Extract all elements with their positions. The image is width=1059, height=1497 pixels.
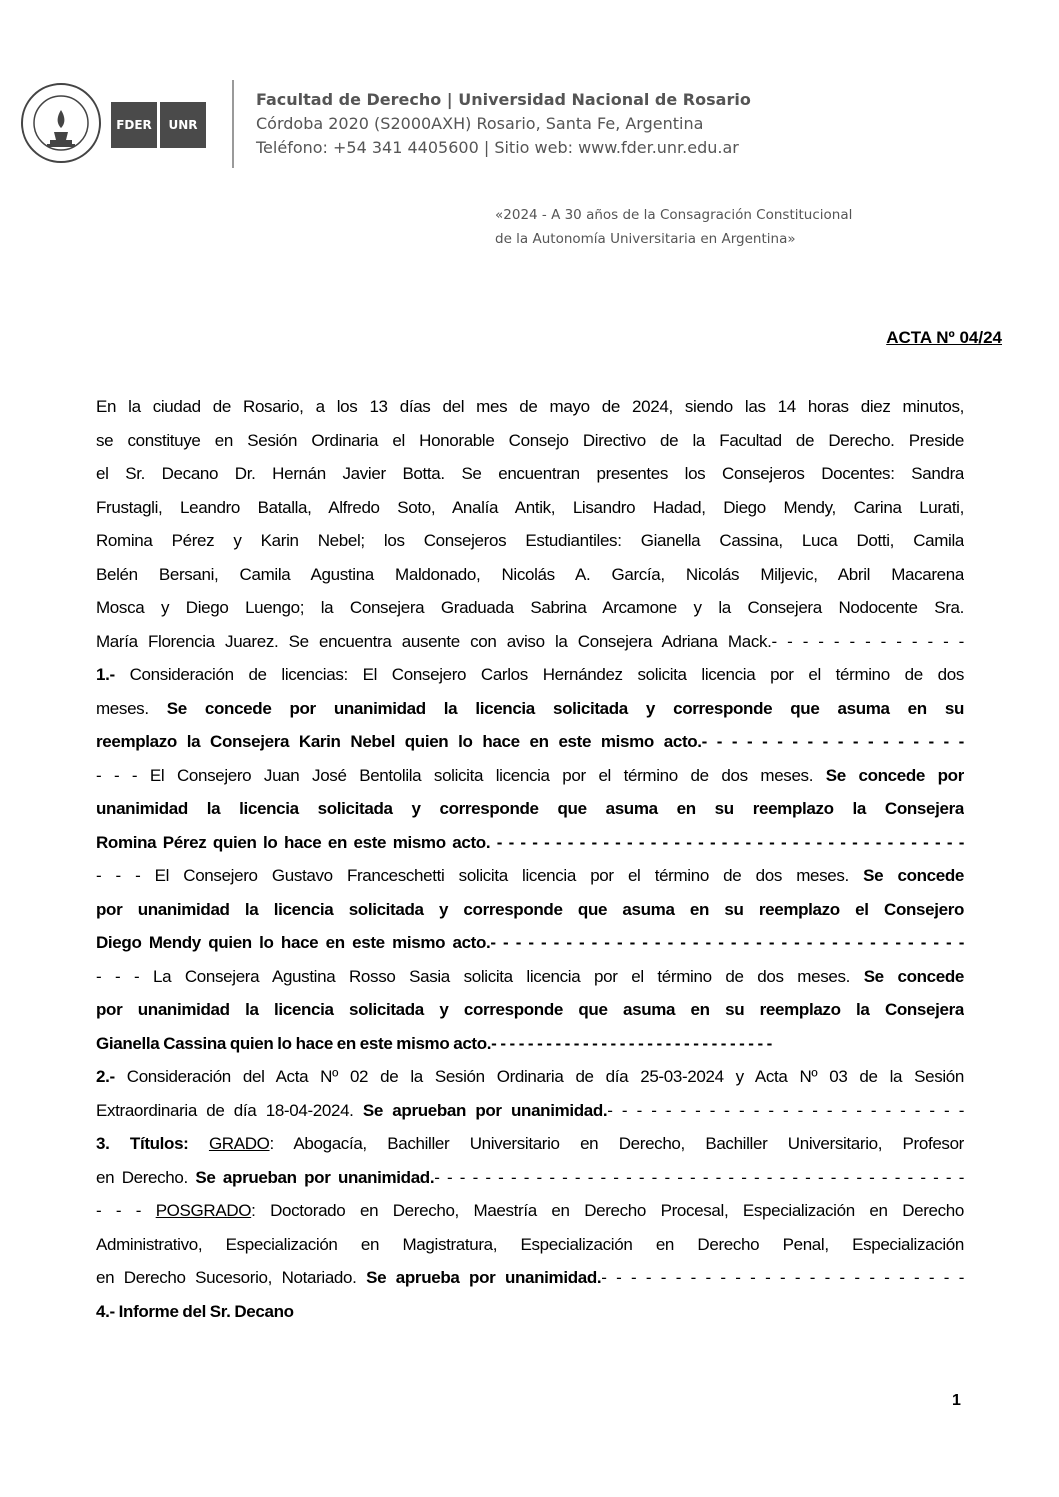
resolution-text: Se aprueban por unanimidad. (362, 1100, 608, 1120)
resolution-text: Se aprueba por unanimidad. (366, 1268, 602, 1287)
institution-address: Córdoba 2020 (S2000AXH) Rosario, Santa Fe, Argentina (256, 114, 704, 133)
text-line (96, 1127, 964, 1161)
text-line: se constituye en Sesión Ordinaria el Honorable Consejo Directivo de la Facultad de Derecho. Preside (96, 430, 964, 450)
section-posgrado: POSGRADO (155, 1201, 252, 1220)
text-span: : Doctorado en Derecho, Maestría en Derecho Procesal, Especialización en Derecho (251, 1201, 964, 1220)
resolution-text: Se aprueban por unanimidad. (195, 1167, 435, 1187)
resolution-line: Romina Pérez quien lo hace en este mismo acto. - - - - - - - - - - - - - - - - - - - - - - - - - - - - - - - - - - - - - - - - (96, 832, 964, 852)
year-motto (495, 203, 852, 251)
header-divider (232, 80, 234, 168)
text-line (96, 658, 964, 692)
resolution-line: Gianella Cassina quien lo hace en este mismo acto.- - - - - - - - - - - - - - - - - - - - - - - - - - - - - - - (96, 1033, 772, 1053)
fder-logo: FDER (111, 102, 157, 148)
text-line: María Florencia Juarez. Se encuentra ausente con aviso la Consejera Adriana Mack.- - - - - - - - - - - - - (96, 631, 964, 651)
resolution-text: Se concede por unanimidad la licencia solicitada y corresponde que asuma en su (166, 698, 964, 718)
motto-line: «2024 - A 30 años de la Consagración Constitucional (495, 207, 853, 223)
text-line: Administrativo, Especialización en Magistratura, Especialización en Derecho Penal, Especialización (96, 1234, 964, 1254)
text-line (96, 1161, 964, 1195)
dash-filler: - - - - - - - - - - - - - - - - - - - - - - - - - - - - - - - - - - - - - - - - - - (434, 1167, 964, 1187)
text-line (96, 1094, 964, 1128)
resolution-text: Se concede por (825, 765, 964, 785)
university-seal-logo (20, 82, 102, 164)
acta-title: ACTA Nº 04/24 (886, 328, 1002, 347)
text-line: En la ciudad de Rosario, a los 13 días del mes de mayo de 2024, siendo las 14 horas diez minutos, (96, 397, 964, 416)
text-span: Extraordinaria de día 18-04-2024. (96, 1100, 363, 1120)
item-number: 3. Títulos: (96, 1134, 189, 1153)
unr-logo: UNR (160, 102, 206, 148)
text-line: Belén Bersani, Camila Agustina Maldonado, Nicolás A. García, Nicolás Miljevic, Abril Macarena (96, 564, 964, 584)
institution-contact: Teléfono: +54 341 4405600 | Sitio web: www.fder.unr.edu.ar (256, 138, 739, 157)
item-number: 1.- (96, 665, 115, 684)
text-span: : Abogacía, Bachiller Universitario en Derecho, Bachiller Universitario, Profesor (269, 1134, 964, 1153)
institution-title: Facultad de Derecho | Universidad Nacional de Rosario (256, 90, 751, 109)
section-heading: 4.- Informe del Sr. Decano (96, 1301, 294, 1321)
text-span: meses. (96, 698, 167, 718)
resolution-text: Se concede (863, 966, 964, 986)
text-span: en Derecho. (96, 1167, 196, 1187)
dash-filler: - - - - - - - - - - - - - - - - - - - - - - - - - (607, 1100, 964, 1120)
text-line: Mosca y Diego Luengo; la Consejera Graduada Sabrina Arcamone y la Consejera Nodocente Sra. (96, 598, 964, 617)
text-line: el Sr. Decano Dr. Hernán Javier Botta. Se encuentran presentes los Consejeros Docentes: Sandra (96, 464, 964, 483)
resolution-line: por unanimidad la licencia solicitada y corresponde que asuma en su reemplazo la Consejera (96, 1000, 964, 1019)
item-number: 2.- (96, 1067, 115, 1086)
text-line (96, 692, 964, 726)
text-span: Consideración del Acta Nº 02 de la Sesión Ordinaria de día 25-03-2024 y Acta Nº 03 de la Sesión (114, 1067, 964, 1086)
text-line (96, 1194, 964, 1228)
page-number: 1 (952, 1392, 961, 1409)
text-line (96, 960, 964, 994)
text-line (96, 859, 964, 893)
text-line: Frustagli, Leandro Batalla, Alfredo Soto, Analía Antik, Lisandro Hadad, Diego Mendy, Carina Lurati, (96, 497, 964, 517)
minutes-body (96, 390, 964, 1328)
text-span: - - - La Consejera Agustina Rosso Sasia solicita licencia por el término de dos meses. (96, 966, 864, 986)
dash-filler: - - - - - - - - - - - - - - - - - - - - - - - - - (601, 1268, 964, 1287)
resolution-line: Diego Mendy quien lo hace en este mismo acto.- - - - - - - - - - - - - - - - - - - - - - - - - - - - - - - - - - - - - - (96, 933, 964, 952)
text-span: - - - El Consejero Gustavo Franceschetti solicita licencia por el término de dos meses. (96, 866, 864, 885)
text-line: Romina Pérez y Karin Nebel; los Consejeros Estudiantiles: Gianella Cassina, Luca Dotti, Camila (96, 531, 964, 550)
section-grado: GRADO (208, 1134, 270, 1153)
text-span: Consideración de licencias: El Consejero Carlos Hernández solicita licencia por el término de dos (114, 665, 964, 684)
resolution-line: reemplazo la Consejera Karin Nebel quien lo hace en este mismo acto.- - - - - - - - - - - - - - - - - - (96, 732, 964, 751)
text-line (96, 1261, 964, 1295)
resolution-line: por unanimidad la licencia solicitada y corresponde que asuma en su reemplazo el Consejero (96, 899, 964, 919)
dash-filler: - - - (96, 1201, 156, 1220)
text-line (96, 1060, 964, 1094)
resolution-text: Se concede (863, 866, 964, 885)
text-line (96, 759, 964, 793)
resolution-line: unanimidad la licencia solicitada y corresponde que asuma en su reemplazo la Consejera (96, 799, 964, 818)
institution-info (256, 88, 751, 160)
text-span: en Derecho Sucesorio, Notariado. (96, 1268, 367, 1287)
text-span: - - - El Consejero Juan José Bentolila solicita licencia por el término de dos meses. (96, 765, 826, 785)
motto-line: de la Autonomía Universitaria en Argentina» (495, 231, 796, 247)
